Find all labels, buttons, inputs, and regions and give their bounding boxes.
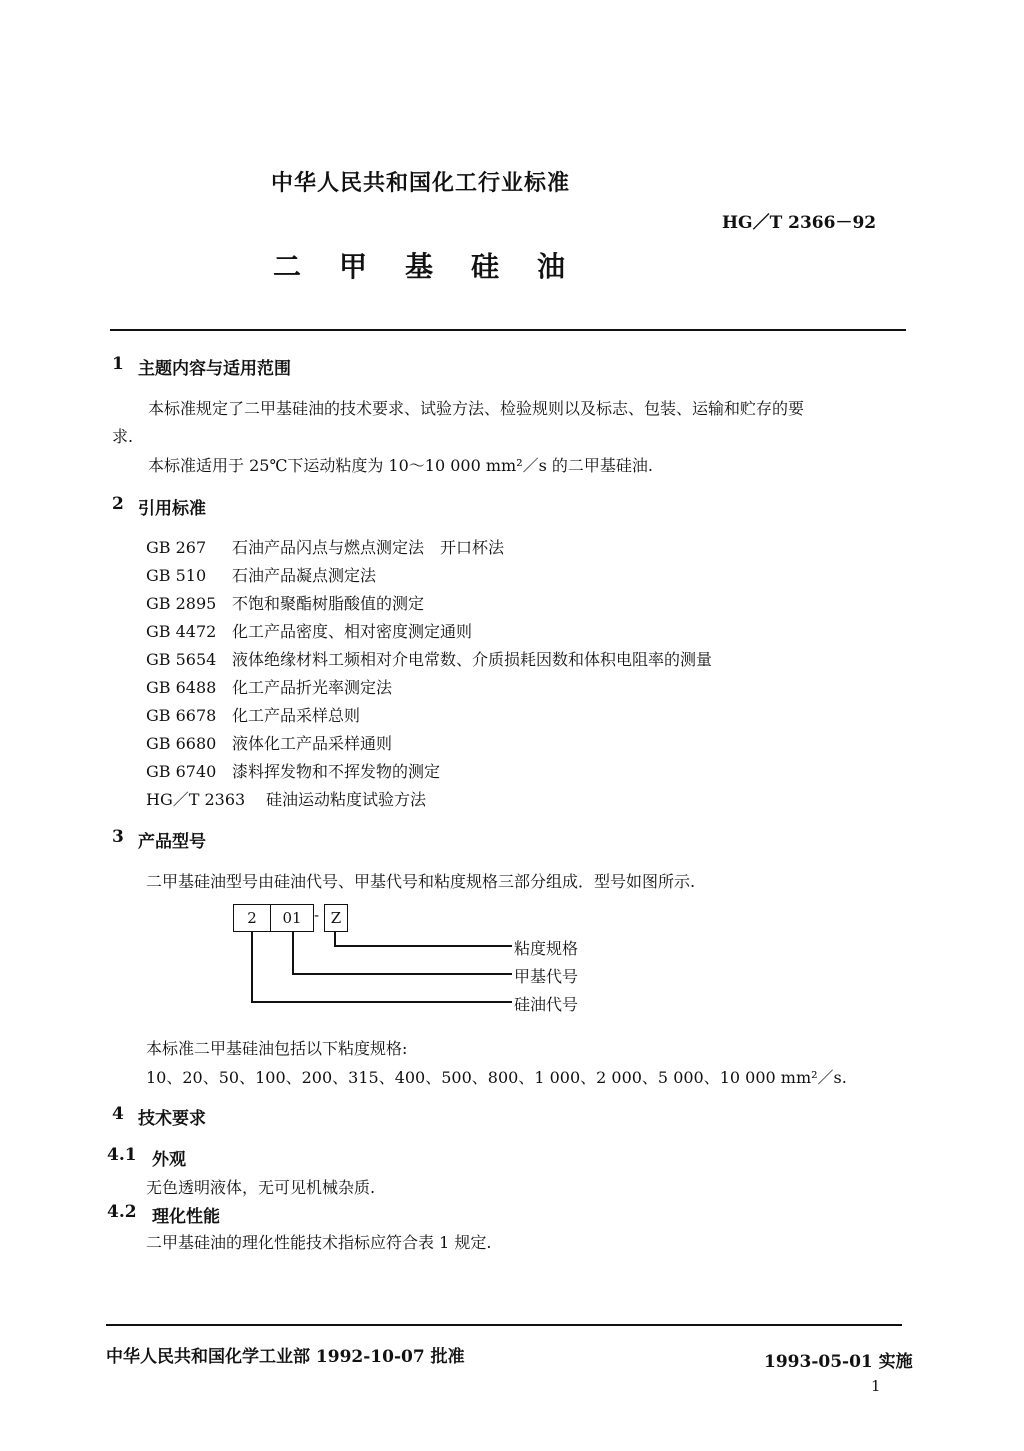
reference-code: GB 6680 bbox=[146, 734, 217, 753]
footer-rule bbox=[106, 1324, 902, 1326]
reference-item bbox=[146, 563, 376, 586]
issuing-org-title: 中华人民共和国化工行业标准 bbox=[271, 170, 571, 196]
page-number: 1 bbox=[871, 1377, 881, 1395]
diagram-box-viscosity-grade: Z bbox=[324, 904, 348, 932]
reference-code: GB 510 bbox=[146, 566, 207, 585]
diagram-label-viscosity-grade: 粘度规格 bbox=[514, 939, 579, 958]
reference-code: HG／T 2363 bbox=[146, 790, 246, 809]
section-4-number: 4 bbox=[112, 1104, 124, 1124]
section-1-para-1: 本标准规定了二甲基硅油的技术要求、试验方法、检验规则以及标志、包装、运输和贮存的要 bbox=[148, 399, 805, 418]
reference-item bbox=[146, 703, 360, 726]
section-1-number: 1 bbox=[112, 354, 124, 374]
section-1-title: 主题内容与适用范围 bbox=[138, 359, 291, 379]
reference-item bbox=[146, 591, 424, 614]
reference-title: 硅油运动粘度试验方法 bbox=[266, 790, 427, 809]
diagram-box-silicone-code: 2 bbox=[233, 904, 271, 932]
section-4-2-number: 4.2 bbox=[107, 1202, 137, 1222]
section-3-number: 3 bbox=[112, 827, 124, 847]
diagram-connector bbox=[251, 932, 253, 1002]
section-2-number: 2 bbox=[112, 494, 124, 514]
reference-title: 漆料挥发物和不挥发物的测定 bbox=[232, 762, 441, 781]
diagram-connector bbox=[334, 932, 336, 946]
reference-title: 液体化工产品采样通则 bbox=[232, 734, 393, 753]
reference-title: 液体绝缘材料工频相对介电常数、介质损耗因数和体积电阻率的测量 bbox=[232, 650, 713, 669]
effective-date: 1993-05-01 实施 bbox=[764, 1352, 913, 1372]
section-4-2-text: 二甲基硅油的理化性能技术指标应符合表 1 规定. bbox=[146, 1233, 492, 1252]
section-1-para-1-cont: 求. bbox=[112, 427, 134, 446]
section-4-title: 技术要求 bbox=[138, 1109, 206, 1129]
reference-title: 化工产品采样总则 bbox=[232, 706, 361, 725]
section-4-1-text: 无色透明液体，无可见机械杂质. bbox=[146, 1178, 376, 1197]
reference-item bbox=[146, 647, 712, 670]
header-rule bbox=[110, 329, 906, 331]
reference-code: GB 4472 bbox=[146, 622, 217, 641]
diagram-connector bbox=[292, 973, 512, 975]
reference-item bbox=[146, 759, 440, 782]
reference-item bbox=[146, 535, 504, 558]
reference-item bbox=[146, 787, 426, 810]
section-4-2-title: 理化性能 bbox=[152, 1207, 220, 1227]
document-title: 二甲基硅油 bbox=[273, 250, 604, 283]
diagram-label-methyl-code: 甲基代号 bbox=[514, 967, 579, 986]
reference-title: 不饱和聚酯树脂酸值的测定 bbox=[232, 594, 425, 613]
diagram-box-methyl-code: 01 bbox=[270, 904, 314, 932]
reference-item bbox=[146, 675, 392, 698]
section-3-title: 产品型号 bbox=[138, 832, 206, 852]
diagram-label-silicone-code: 硅油代号 bbox=[514, 995, 579, 1014]
reference-code: GB 6678 bbox=[146, 706, 217, 725]
section-4-1-number: 4.1 bbox=[107, 1145, 137, 1165]
reference-title: 化工产品密度、相对密度测定通则 bbox=[232, 622, 473, 641]
section-3-intro: 二甲基硅油型号由硅油代号、甲基代号和粘度规格三部分组成．型号如图所示. bbox=[146, 872, 696, 891]
reference-item bbox=[146, 731, 392, 754]
reference-code: GB 5654 bbox=[146, 650, 217, 669]
approval-statement: 中华人民共和国化学工业部 1992-10-07 批准 bbox=[106, 1347, 465, 1367]
diagram-dash: - bbox=[314, 906, 320, 924]
diagram-connector bbox=[292, 932, 294, 974]
reference-title: 石油产品凝点测定法 bbox=[232, 566, 377, 585]
standard-code: HG／T 2366－92 bbox=[722, 213, 877, 233]
diagram-connector bbox=[251, 1001, 512, 1003]
section-4-1-title: 外观 bbox=[152, 1150, 186, 1170]
reference-item bbox=[146, 619, 472, 642]
reference-code: GB 6740 bbox=[146, 762, 217, 781]
reference-code: GB 2895 bbox=[146, 594, 217, 613]
section-1-para-2: 本标准适用于 25℃下运动粘度为 10～10 000 mm²／s 的二甲基硅油. bbox=[148, 456, 654, 475]
reference-title: 石油产品闪点与燃点测定法 开口杯法 bbox=[232, 538, 505, 557]
reference-title: 化工产品折光率测定法 bbox=[232, 678, 393, 697]
reference-code: GB 267 bbox=[146, 538, 207, 557]
viscosity-spec-intro: 本标准二甲基硅油包括以下粘度规格: bbox=[146, 1039, 408, 1058]
diagram-connector bbox=[334, 945, 512, 947]
reference-code: GB 6488 bbox=[146, 678, 217, 697]
section-2-title: 引用标准 bbox=[138, 499, 206, 519]
viscosity-spec-list: 10、20、50、100、200、315、400、500、800、1 000、2 000、5 000、10 000 mm²／s. bbox=[146, 1068, 847, 1087]
